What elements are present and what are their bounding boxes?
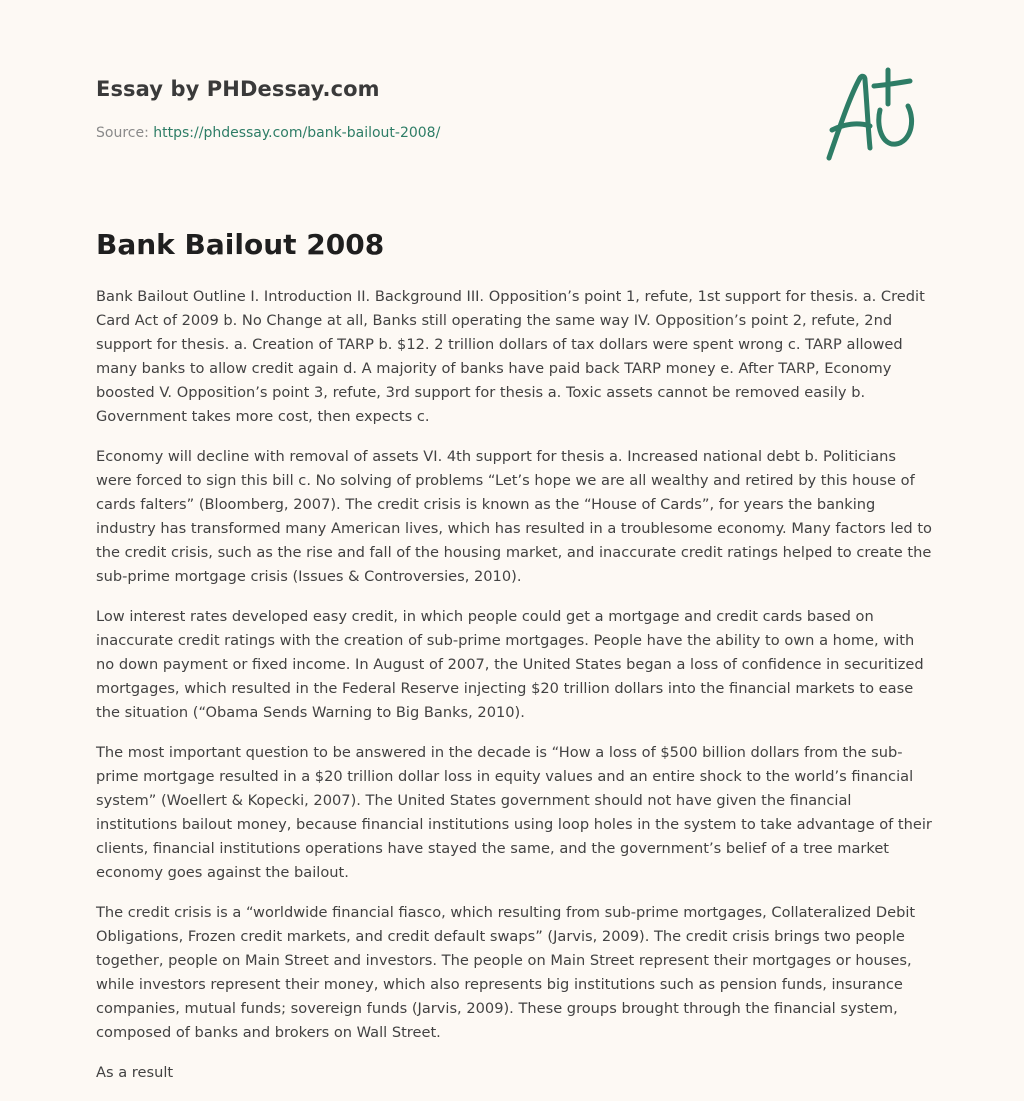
source-link[interactable]: https://phdessay.com/bank-bailout-2008/ [153, 125, 441, 141]
site-brand: Essay by PHDessay.com [96, 77, 380, 101]
paragraph: Economy will decline with removal of assets VI. 4th support for thesis a. Increased national debt b. Politicians were forced to sign this bill c. No solving of problems “Let’s hope we are all wealthy and retired by this house of cards falters” (Bloomberg, 2007). The credit crisis is known as the “House of Cards”, for years the banking industry has transformed many American lives, which has resulted in a troublesome economy. Many factors led to the credit crisis, such as the rise and fall of the housing market, and inaccurate credit ratings helped to create the sub-prime mortgage crisis (Issues & Controversies, 2010). [96, 448, 932, 585]
a-plus-grade-icon [818, 66, 930, 166]
source-line [96, 122, 776, 144]
paragraph: The credit crisis is a “worldwide financial fiasco, which resulting from sub-prime mortgages, Collateralized Debit Obligations, Frozen credit markets, and credit default swaps” (Jarvis, 2009). The credit crisis brings two people together, people on Main Street and investors. The people on Main Street represent their mortgages or houses, while investors represent their money, which also represents big institutions such as pension funds, insurance companies, mutual funds; sovereign funds (Jarvis, 2009). These groups brought through the financial system, composed of banks and brokers on Wall Street. [96, 904, 916, 1041]
paragraph: The most important question to be answered in the decade is “How a loss of $500 billion dollars from the sub-prime mortgage resulted in a $20 trillion dollar loss in equity values and an entire shock to the world’s financial system” (Woellert & Kopecki, 2007). The United States government should not have given the financial institutions bailout money, because financial institutions using loop holes in the system to take advantage of their clients, financial institutions operations have stayed the same, and the government’s belief of a tree market economy goes against the bailout. [96, 744, 932, 881]
essay-header [96, 72, 776, 144]
source-label: Source: [96, 125, 149, 141]
essay-body [96, 285, 932, 1101]
page-title: Bank Bailout 2008 [96, 228, 385, 261]
paragraph: As a result [96, 1064, 174, 1081]
paragraph: Low interest rates developed easy credit, in which people could get a mortgage and credit cards based on inaccurate credit ratings with the creation of sub-prime mortgages. People have the ability to own a home, with no down payment or fixed income. In August of 2007, the United States began a loss of confidence in securitized mortgages, which resulted in the Federal Reserve injecting $20 trillion dollars into the financial markets to ease the situation (“Obama Sends Warning to Big Banks, 2010). [96, 608, 924, 721]
paragraph: Bank Bailout Outline I. Introduction II. Background III. Opposition’s point 1, refute, 1st support for thesis. a. Credit Card Act of 2009 b. No Change at all, Banks still operating the same way IV. Opposition’s point 2, refute, 2nd support for thesis. a. Creation of TARP b. $12. 2 trillion dollars of tax dollars were spent wrong c. TARP allowed many banks to allow credit again d. A majority of banks have paid back TARP money e. After TARP, Economy boosted V. Opposition’s point 3, refute, 3rd support for thesis a. Toxic assets cannot be removed easily b. Government takes more cost, then expects c. [96, 288, 925, 425]
